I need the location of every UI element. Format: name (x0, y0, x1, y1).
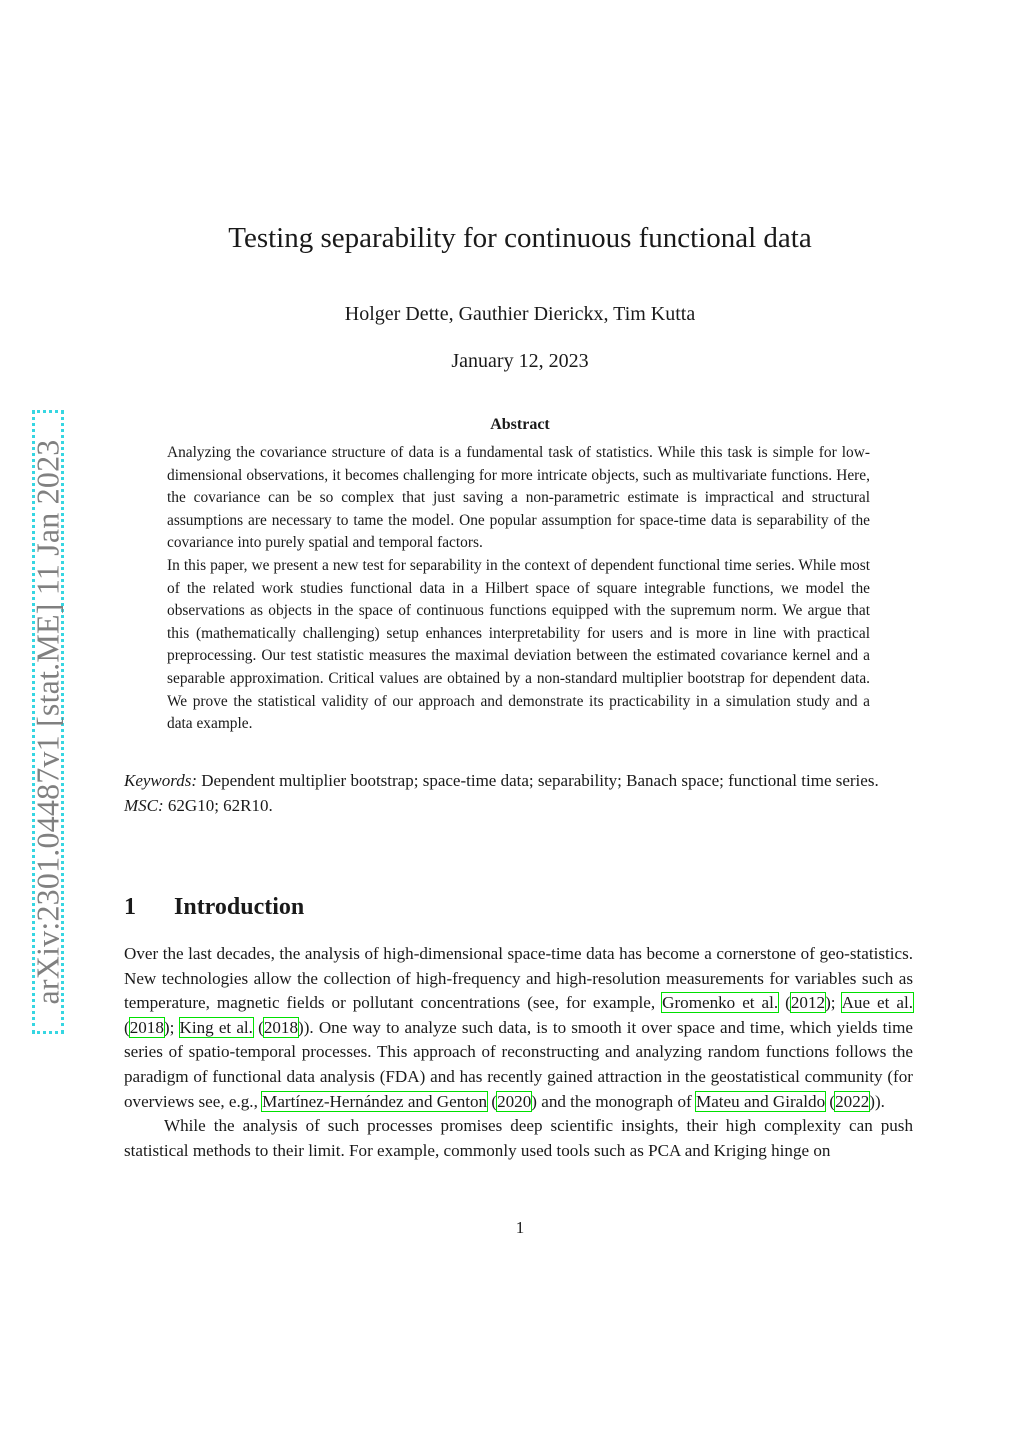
intro-text-segment: Over the last decades, the analysis of high-dimensional space-time data has become a cornerstone of geo-statistics. New technologies allow the collection of high-frequency and high-resolution measurements for variables such as temperature, magnetic fields or pollutant concentrations (see, for example, (124, 944, 913, 1013)
intro-text-segment: )). (869, 1091, 885, 1111)
section-number: 1 (124, 894, 136, 920)
arxiv-identifier-stamp[interactable] (29, 410, 66, 1034)
citation-link-gromenko[interactable]: Gromenko et al. (662, 993, 779, 1013)
abstract-heading: Abstract (490, 416, 550, 433)
intro-text-segment: ); (163, 1017, 180, 1037)
intro-text-segment: ); (825, 993, 842, 1013)
citation-year-link-2020[interactable]: 2020 (497, 1091, 532, 1111)
arxiv-identifier-text: arXiv:2301.04487v1 [stat.ME] 11 Jan 2023 (29, 439, 66, 1005)
keywords-line (124, 769, 913, 794)
intro-text-segment: ( (825, 1091, 836, 1111)
keywords-block (124, 769, 913, 818)
intro-paragraph-1 (124, 942, 913, 1114)
intro-text-segment: ) and the monograph of (531, 1091, 696, 1111)
abstract-body (167, 442, 870, 736)
paper-date: January 12, 2023 (451, 350, 589, 372)
msc-text: 62G10; 62R10. (163, 795, 273, 815)
keywords-label: Keywords: (124, 771, 198, 790)
intro-text-segment: ( (778, 993, 791, 1013)
citation-link-aue[interactable]: Aue et al. (841, 993, 913, 1013)
abstract-paragraph-1: Analyzing the covariance structure of data is a fundamental task of statistics. While this task is simple for low-dimensional observations, it becomes challenging for more intricate objects, such as multivariate functions. Here, the covariance can be so complex that just saving a non-parametric estimate is impractical and structural assumptions are necessary to tame the model. One popular assumption for space-time data is separability of the covariance into purely spatial and temporal factors. (167, 444, 870, 552)
citation-link-mateu[interactable]: Mateu and Giraldo (696, 1091, 826, 1111)
intro-paragraph-2: While the analysis of such processes promises deep scientific insights, their high complexity can push statistical methods to their limit. For example, commonly used tools such as PCA and Kriging hinge on (124, 1116, 913, 1160)
keywords-text: Dependent multiplier bootstrap; space-time data; separability; Banach space; functional time series. (197, 771, 879, 790)
msc-label: MSC: (124, 795, 164, 815)
citation-year-link-2018-aue[interactable]: 2018 (129, 1017, 164, 1037)
paper-authors: Holger Dette, Gauthier Dierickx, Tim Kutta (344, 303, 696, 325)
abstract-paragraph-2: In this paper, we present a new test for separability in the context of dependent functional time series. While most of the related work studies functional data in a Hilbert space of square integrable functions, we model the observations as objects in the space of continuous functions equipped with the supremum norm. We argue that this (mathematically challenging) setup enhances interpretability for users and is more in line with practical preprocessing. Our test statistic measures the maximal deviation between the estimated covariance kernel and a separable approximation. Critical values are obtained by a non-standard multiplier bootstrap for dependent data. We prove the statistical validity of our approach and demonstrate its practicability in a simulation study and a data example. (167, 556, 870, 733)
citation-year-link-2018-king[interactable]: 2018 (263, 1017, 298, 1037)
section-title: Introduction (174, 894, 305, 920)
msc-line (124, 794, 913, 819)
section-heading-introduction (124, 894, 304, 921)
paper-title: Testing separability for continuous functional data (228, 222, 812, 254)
intro-text-segment: ( (487, 1091, 498, 1111)
citation-year-link-2012[interactable]: 2012 (790, 993, 826, 1013)
intro-text-segment: ( (252, 1017, 264, 1037)
citation-year-link-2022[interactable]: 2022 (835, 1091, 870, 1111)
introduction-body (124, 942, 913, 1163)
intro-text-segment: ( (124, 1017, 130, 1037)
intro-text-segment: )). One way to analyze such data, is to smooth it over space and time, which yields time series of spatio-temporal processes. This approach of reconstructing and analyzing random functions follows the paradigm of functional data analysis (FDA) and has recently gained attraction in the geostatistical community (for overviews see, e.g., (124, 1017, 914, 1111)
citation-link-king[interactable]: King et al. (179, 1017, 253, 1037)
page-number: 1 (515, 1218, 525, 1237)
citation-link-martinez-hernandez[interactable]: Martínez-Hernández and Genton (262, 1091, 488, 1111)
